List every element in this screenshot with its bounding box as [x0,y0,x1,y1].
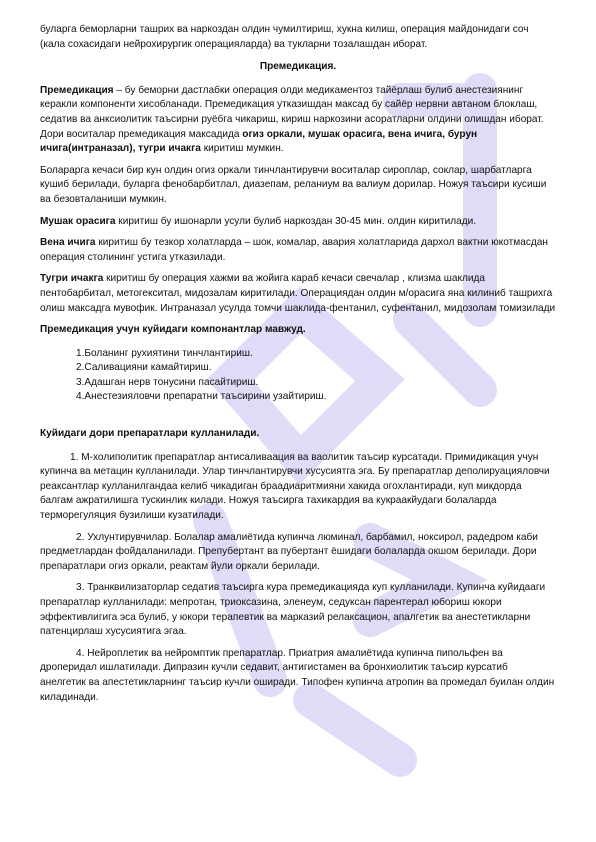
spacer [40,415,556,427]
term-rectal: Тугри ичакга [40,273,104,285]
intravenous-text: киритиш бу тезкор холатларда – шок, комалар, авария холатларида дархол вактни юкотмасдан операция столининг устига утказилади. [40,237,548,263]
rectal-text: киритиш бу операция хажми ва жойига караб кечаси свечалар , клизма шаклида пентобарбитал, метогекситал, мидозалам киритилади. Операциядан олдин м/орасига яна килиниб ташрихга олиш максадга мувофик. Интраназал усулда томчи шаклида-фентанил, суфентанил, мидозолам томизилади [40,273,556,314]
list-item: 4.Анестезияловчи препаратни таъсирини узайтириш. [76,391,327,403]
term-intramuscular: Мушак орасига [40,215,116,227]
document-page [40,23,556,705]
oral-paragraph: Боларарга кечаси бир кун олдин огиз оркали тинчлантирувчи воситалар сироплар, соклар, шарбатларга кушиб берилади, буларга фенобарбитлал, диазепам, реланиум ва валиум дорилар. Ножуя таъсири кусиши ва безовталаниши мумкин. [40,164,547,205]
drug-paragraph-2: 2. Ухлунтирувчилар. Болалар амалиётида купинча люминал, барбамил, ноксирол, радедром каби предметлардан фойдаланилади. Препубертант ва пубертант ёшидаги болаларда окшом берилади. Дори препаратлари огиз оркали, реактам йули оркали берилади. [40,531,538,572]
term-premedication: Премедикация [40,84,114,96]
intro-paragraph: буларга беморларни ташрих ва наркоздан олдин чумилтириш, хукна килиш, операция майдонидаги соч (кала сохасидаги нейрохирургик операцияларда) ва тукларни тозалашдан иборат. [40,24,529,50]
routes-bold: огиз оркали, мушак орасига, вена ичига, бурун ичига(интраназал), тугри ичакга [40,128,478,155]
definition-tail: киритиш мумкин. [200,143,284,155]
definition-text: – бу беморни дастлабки операция олди медикаментоз тайёрлаш булиб анестезиянинг керакли компоненти хисобланади. Премедикация утказишдан максад бу сайёр нервни автаном блоклаш, седатив ва анксиолитик таъсирни руёбга чикариш, кириш наркозини асоратларни олдини олишдан иборат. Дори воситалар премедикация максадида [40,84,544,140]
section-title: Премедикация. [259,61,337,73]
drugs-heading: Куйидаги дори препаратлари кулланилади. [40,428,260,440]
list-item: 1.Боланинг рухиятини тинчлантириш. [76,347,253,359]
rectal-paragraph [40,272,556,316]
list-item: 3.Адашган нерв тонусини пасайтириш. [76,376,259,388]
components-heading: Премедикация учун куйидаги компонантлар мавжуд. [40,324,306,336]
list-item: 2.Саливацияни камайтириш. [76,362,212,374]
term-intravenous: Вена ичига [40,237,96,249]
drug-paragraph-4: 4. Нейроплетик ва нейромптик препаратлар. Приатрия амалиётида купинча пипольфен ва дроперидал ишлатилади. Дипразин кучли седавит, антигистамен ва бронхиолитик таъсир курсатиб анелгетик ва апестетикларнинг таъсир кучли оширади. Типофен купинча атропин ва промедал буилан олдин киладинади. [40,647,555,703]
intravenous-paragraph [40,236,556,265]
components-list [40,347,556,405]
premedication-definition [40,84,556,157]
intramuscular-text: киритиш бу ишонарли усули булиб наркоздан 30-45 мин. олдин киритилади. [115,215,477,227]
drug-paragraph-1: 1. М-холиполитик препаратлар антисаливаация ва ваолитик таъсир курсатади. Примидикация учун купинча ва метацин кулланилади. Улар тинчлантирувчи хусусиятга эга. Бу препаратлар деполируацияловчи реаксантлар кулланилгандаа келиб чикадиган браадиаритмияни хакида огохлантиради, куп микдорда балгам ажратилишга тускинлик килади. Ножуя таъсирга тахикардия ва кукраакйудаги болаларда терморегуляция бузилиши кузатилади. [40,451,550,522]
intramuscular-paragraph [40,215,556,230]
drug-paragraph-3: 3. Транквилизаторлар седатив таъсирга кура премедикацияда куп кулланилади. Купинча куйидааги препаратлар кулланилади: мепротан, триоксазина, эленеум, седуксан парентерал юбориш юкори эффективлигига эса булиб, у юкори терапевтик ва марказий релаксацион, апалгетик ва анестетикларни патенцирлаш хусусиятига эгаа. [40,582,546,638]
